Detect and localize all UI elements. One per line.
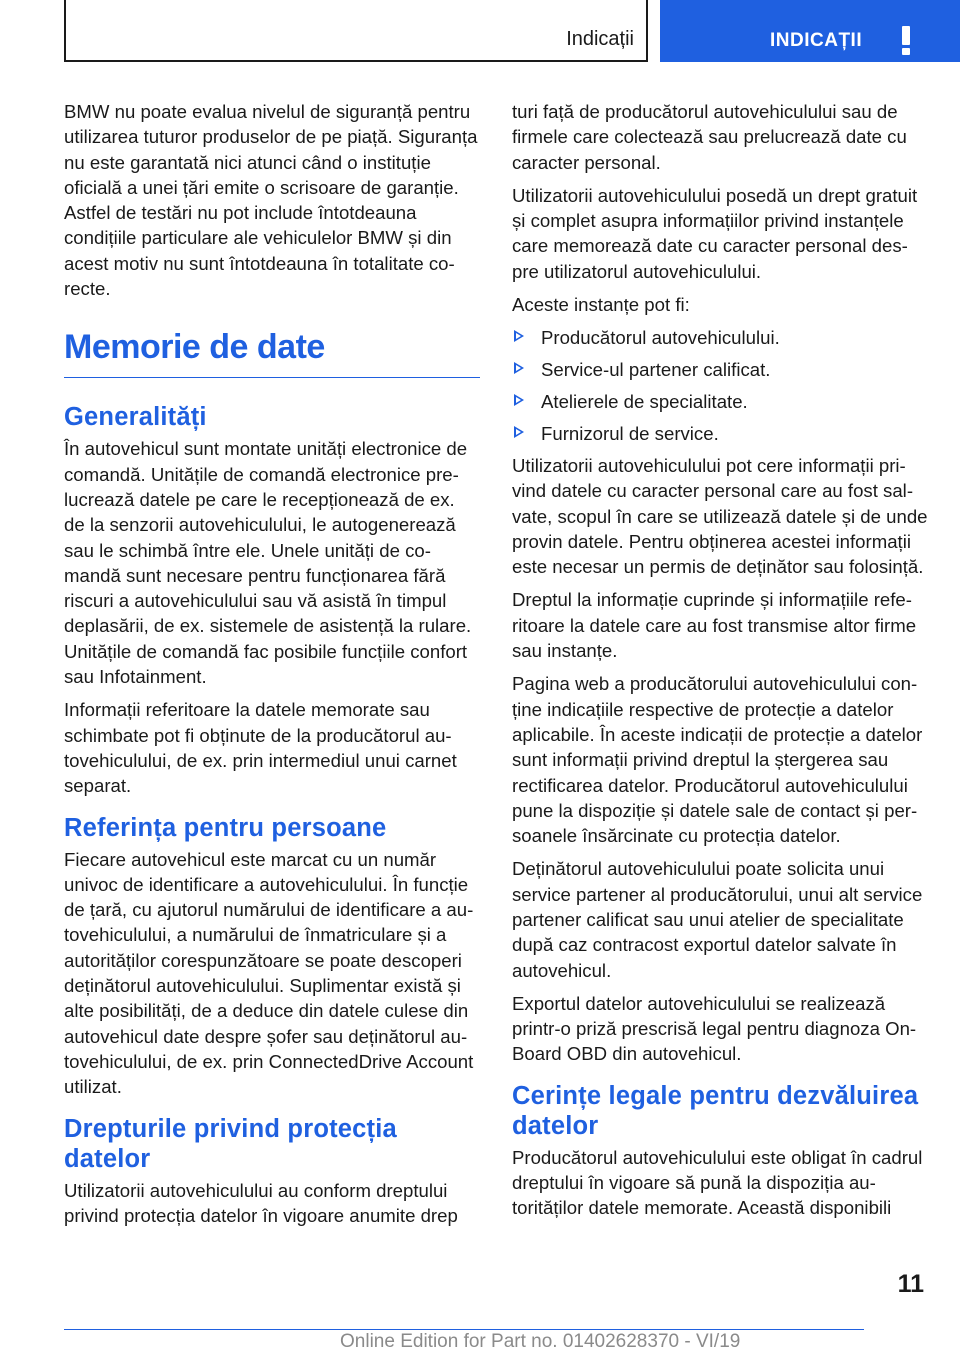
info-right-paragraph: Dreptul la informație cuprinde și informațiile referitoare la datele care au fost transmise altor firme sau instanțe. bbox=[512, 589, 917, 662]
footer-edition: Online Edition for Part no. 01402628370 - VI/19 bbox=[340, 1331, 741, 1352]
instances-list bbox=[512, 325, 928, 446]
list-item: Service-ul partener calificat. bbox=[512, 357, 928, 382]
export-request-paragraph: Deținătorul autovehiculului poate solicita unui service partener al producătorului, unui alt service partener calificat sau unui atelier de specialitate după caz contracost exportul datelor salvate în autovehicul. bbox=[512, 858, 923, 981]
header-section-box bbox=[64, 0, 648, 62]
triangle-bullet-icon bbox=[514, 394, 524, 406]
list-item: Atelierele de specialitate. bbox=[512, 389, 928, 414]
triangle-bullet-icon bbox=[514, 362, 524, 374]
general-paragraph-2: Informații referitoare la datele memorate sau schimbate pot fi obținute de la producătorul autovehiculului, de ex. prin intermediul unui carnet separat. bbox=[64, 699, 457, 797]
personal-reference-paragraph: Fiecare autovehicul este marcat cu un număr univoc de identificare a autovehiculului. În funcție de țară, cu ajutorul numărului de identificare a autovehiculului, a numărului de înmatriculare și a autorităților corespunzătoare se poate descoperi deținătorul autovehiculului. Suplimentar există și alte posibilități, de a deduce din datele culese din autovehicul date despre șofer sau deținătorul autovehiculului, de ex. prin ConnectedDrive Account utilizat. bbox=[64, 848, 474, 1098]
section-heading-data-memory: Memorie de date bbox=[64, 327, 480, 378]
list-item: Furnizorul de service. bbox=[512, 421, 928, 446]
header-chapter-title: INDICAȚII bbox=[770, 30, 863, 51]
triangle-bullet-icon bbox=[514, 426, 524, 438]
info-request-paragraph: Utilizatorii autovehiculului pot cere informații privind datele cu caracter personal care au fost salvate, scopul în care se utilizează datele și de unde provin datele. Pentru obținerea acestei informații este necesar un permis de deținător sau folosință. bbox=[512, 454, 928, 578]
export-obd-paragraph: Exportul datelor autovehiculului se realizează printr-o priză prescrisă legal pentru diagnoza On-Board OBD din autovehicul. bbox=[512, 992, 917, 1065]
subheading-legal-requirements: Cerințe legale pentru dezvăluirea datelor bbox=[512, 1081, 919, 1140]
subheading-data-protection-rights: Drepturile privind protecția datelor bbox=[64, 1114, 397, 1173]
rights-continued-paragraph: turi față de producătorul autovehiculului sau de firmele care colectează sau prelucrează date cu caracter personal. bbox=[512, 101, 907, 173]
right-column bbox=[512, 99, 928, 1229]
header-section-title: Indicații bbox=[566, 28, 634, 50]
list-item: Producătorul autovehiculului. bbox=[512, 325, 928, 350]
website-paragraph: Pagina web a producătorului autovehiculului conține indicațiile respective de protecție a datelor aplicabile. În aceste indicații de protecție a datelor sunt informații privind dreptul la ștergerea sau rectificarea datelor. Producătorul autovehiculului pune la dispoziție și datele sale de contact și persoanele însărcinate cu protecția datelor. bbox=[512, 673, 923, 847]
subheading-general: Generalități bbox=[64, 403, 207, 432]
free-access-paragraph: Utilizatorii autovehiculului posedă un drept gratuit și complet asupra informațiilor privind instanțele care memorează date cu caracter personal despre utilizatorul autovehiculului. bbox=[512, 184, 918, 282]
intro-paragraph: BMW nu poate evalua nivelul de siguranță pentru utilizarea tuturor produselor de pe piață. Siguranța nu este garantată nici atunci când o instituție oficială a unei țări emite o scrisoare de garanție. Astfel de testări nu pot include întotdeauna condițiile particulare ale vehiculelor BMW și din acest motiv nu sunt întotdeauna în totalitate corecte. bbox=[64, 101, 478, 300]
footer-divider bbox=[64, 1329, 864, 1330]
header-chapter-tab bbox=[660, 0, 960, 62]
instances-intro: Aceste instanțe pot fi: bbox=[512, 294, 690, 316]
legal-requirements-paragraph: Producătorul autovehiculului este obligat în cadrul dreptului în vigoare să pună la dispoziția autorităților datele memorate. Această disponibili bbox=[512, 1146, 923, 1219]
triangle-bullet-icon bbox=[514, 330, 524, 342]
subheading-personal-reference: Referința pentru persoane bbox=[64, 813, 387, 842]
general-paragraph-1: În autovehicul sunt montate unități electronice de comandă. Unitățile de comandă electronice prelucrează datele pe care le recepționează de ex. de la senzorii autovehiculului, le autogenerează sau le schimbă între ele. Unele unități de comandă sunt necesare pentru funcționarea fără riscuri a autovehiculului sau vă asistă în timpul deplasării, de ex. sistemele de asistență la rulare. Unitățile de comandă fac posibile funcțiile confort sau Infotainment. bbox=[64, 438, 472, 688]
left-column bbox=[64, 99, 480, 1236]
page-number: 11 bbox=[897, 1270, 924, 1298]
data-protection-rights-paragraph: Utilizatorii autovehiculului au conform dreptului privind protecția datelor în vigoare anumite drep bbox=[64, 1179, 458, 1226]
